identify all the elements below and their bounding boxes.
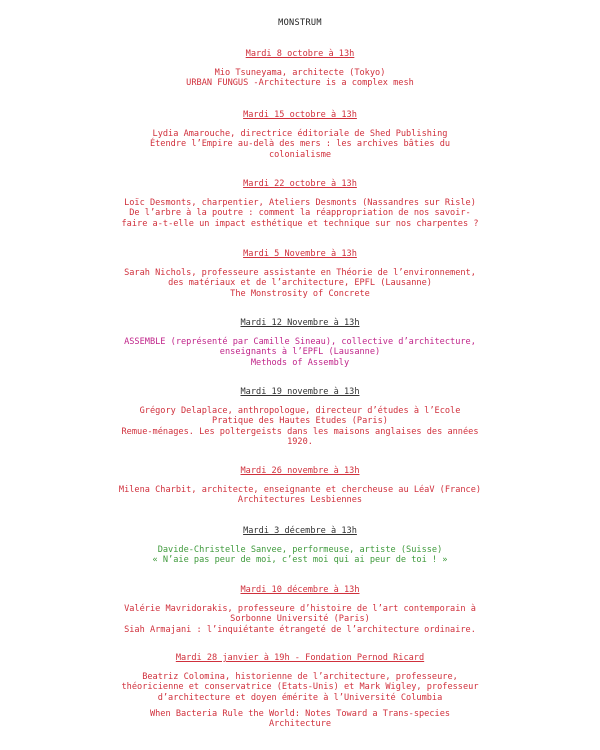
event-date: Mardi 28 janvier à 19h - Fondation Pernod Ricard (175, 653, 425, 663)
event-3 (0, 179, 600, 229)
event-line: Loïc Desmonts, charpentier, Ateliers Desmonts (Nassandres sur Risle) (124, 198, 476, 209)
event-9 (0, 585, 600, 635)
event-date: Mardi 3 décembre à 13h (243, 526, 357, 536)
event-6 (0, 387, 600, 447)
event-line: Davide-Christelle Sanvee, performeuse, artiste (Suisse) (157, 545, 443, 556)
event-date: Mardi 15 octobre à 13h (243, 110, 357, 120)
event-line: Sorbonne Université (Paris) (230, 614, 370, 625)
event-line: Lydia Amarouche, directrice éditoriale de Shed Publishing (152, 129, 448, 140)
event-8 (0, 526, 600, 566)
event-line: faire a-t-elle un impact esthétique et technique sur nos charpentes ? (121, 218, 479, 229)
event-line: Architectures Lesbiennes (237, 495, 363, 506)
event-line: Valérie Mavridorakis, professeure d’histoire de l’art contemporain à (124, 604, 476, 615)
event-date: Mardi 5 Novembre à 13h (243, 249, 357, 259)
event-line: « N’aie pas peur de moi, c’est moi qui ai peur de toi ! » (152, 555, 448, 566)
event-date: Mardi 8 octobre à 13h (245, 49, 355, 59)
event-line: d’architecture et doyen émérite à l’Université Columbia (157, 692, 443, 703)
event-line: When Bacteria Rule the World: Notes Toward a Trans-species (149, 708, 451, 719)
event-line: enseignants à l’EPFL (Lausanne) (219, 347, 381, 358)
event-line: The Monstrosity of Concrete (230, 288, 370, 299)
event-date: Mardi 10 décembre à 13h (240, 585, 360, 595)
event-line: De l’arbre à la poutre : comment la réappropriation de nos savoir- (129, 208, 471, 219)
event-line: Milena Charbit, architecte, enseignante et chercheuse au LéaV (France) (118, 485, 482, 496)
event-2 (0, 110, 600, 160)
event-date: Mardi 22 octobre à 13h (243, 179, 357, 189)
event-date: Mardi 12 Novembre à 13h (240, 318, 360, 328)
event-line: Pratique des Hautes Etudes (Paris) (212, 416, 388, 427)
event-4 (0, 249, 600, 299)
event-line: Beatriz Colomina, historienne de l’architecture, professeure, (142, 672, 458, 683)
event-line: Architecture (268, 719, 332, 730)
event-line: théoricienne et conservatrice (Etats-Unis) et Mark Wigley, professeur (121, 682, 479, 693)
event-line: Siah Armajani : l’inquiétante étrangeté de l’architecture ordinaire. (124, 624, 476, 635)
event-10 (0, 653, 600, 729)
event-line: Grégory Delaplace, anthropologue, directeur d’études à l’Ecole (139, 406, 461, 417)
document-title: MONSTRUM (278, 18, 322, 28)
event-line: des matériaux et de l’architecture, EPFL (Lausanne) (168, 278, 432, 289)
event-line: Methods of Assembly (250, 357, 350, 368)
event-line: URBAN FUNGUS -Architecture is a complex mesh (186, 78, 414, 89)
event-1 (0, 49, 600, 89)
event-7 (0, 466, 600, 506)
event-line: Étendre l’Empire au-delà des mers : les archives bâties du (149, 139, 451, 150)
event-5 (0, 318, 600, 368)
event-date: Mardi 19 novembre à 13h (240, 387, 360, 397)
event-line: colonialisme (268, 149, 332, 160)
event-date: Mardi 26 novembre à 13h (240, 466, 360, 476)
event-line: Remue-ménages. Les poltergeists dans les maisons anglaises des années (121, 426, 479, 437)
event-line: Sarah Nichols, professeure assistante en Théorie de l’environnement, (124, 268, 476, 279)
event-line: 1920. (287, 436, 313, 447)
event-line: ASSEMBLE (représenté par Camille Sineau), collective d’architecture, (124, 337, 476, 348)
event-line: Mio Tsuneyama, architecte (Tokyo) (214, 68, 386, 79)
